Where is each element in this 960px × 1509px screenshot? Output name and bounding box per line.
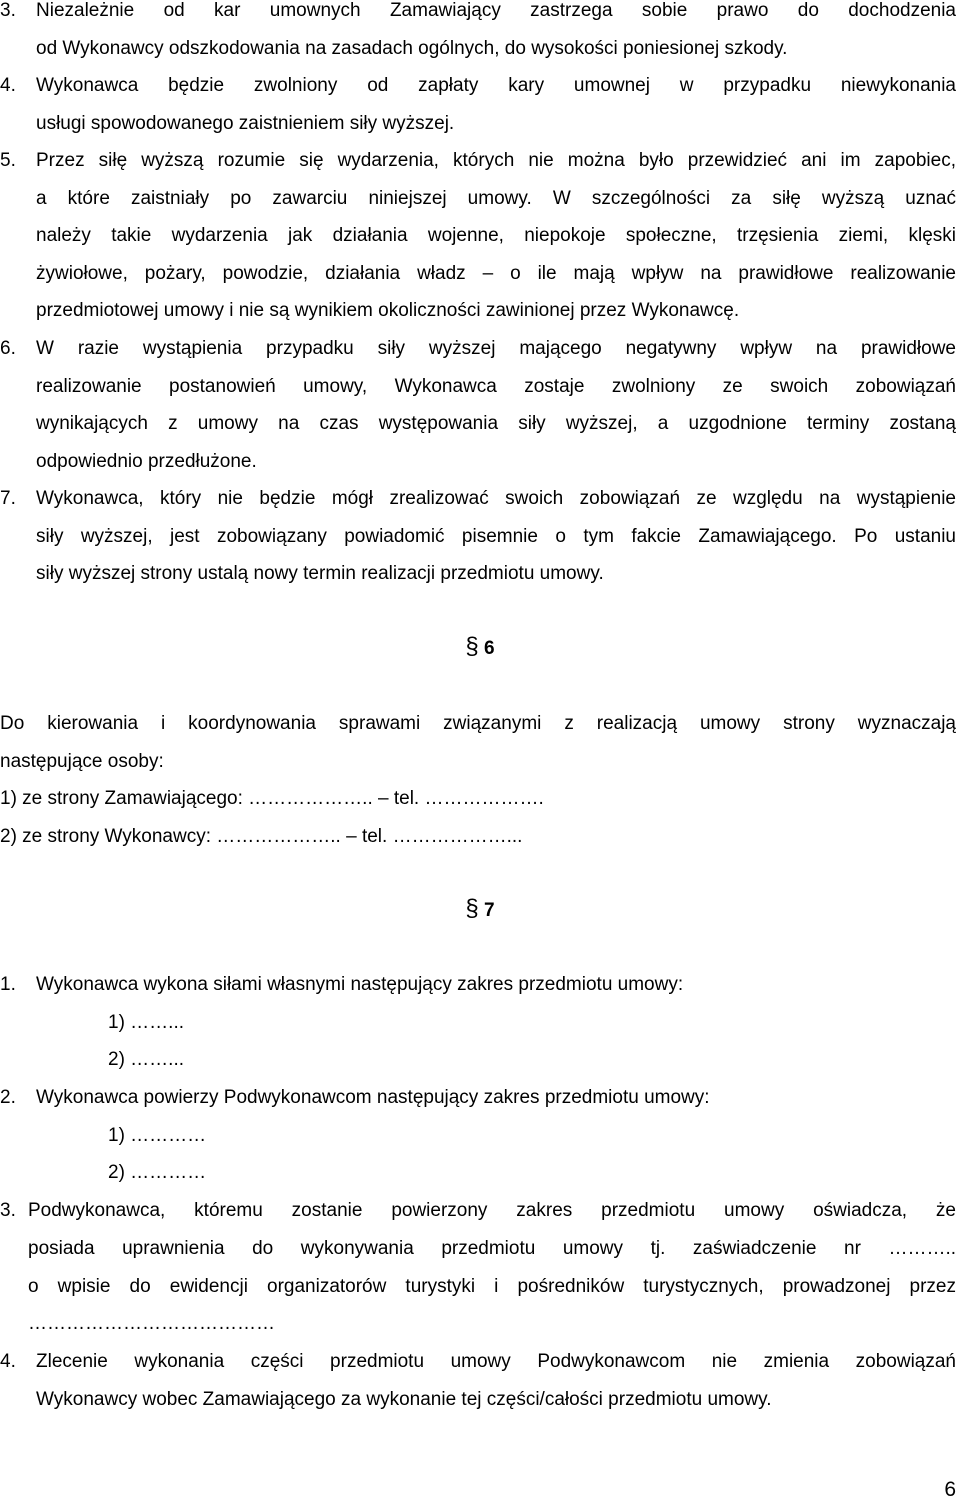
sub-item: 1) ………… bbox=[108, 1125, 207, 1146]
sub-item: 2) ………… bbox=[108, 1162, 207, 1183]
item-number: 5. bbox=[0, 150, 16, 171]
section7-item-1 bbox=[0, 974, 956, 1012]
paragraph-symbol: § bbox=[465, 633, 479, 660]
clause-item-7 bbox=[0, 488, 956, 601]
text-line: W razie wystąpienia przypadku siły wyższej mającego negatywny wpływ na prawidłowe bbox=[36, 338, 956, 359]
text-line: Podwykonawca, któremu zostanie powierzony zakres przedmiotu umowy oświadcza, że bbox=[28, 1200, 956, 1221]
text-line: realizowanie postanowień umowy, Wykonawca zostaje zwolniony ze swoich zobowiązań bbox=[36, 375, 956, 397]
text-line: przedmiotowej umowy i nie są wynikiem okoliczności zawinionej przez Wykonawcę. bbox=[36, 300, 740, 322]
section7-item-3 bbox=[0, 1200, 956, 1238]
text-line: siły wyższej, jest zobowiązany powiadomić pisemnie o tym fakcie Zamawiającego. Po ustaniu bbox=[36, 525, 956, 547]
text-line: posiada uprawnienia do wykonywania przedmiotu umowy tj. zaświadczenie nr ……….. bbox=[28, 1238, 956, 1259]
text-line: żywiołowe, pożary, powodzie, działania władz – o ile mają wpływ na prawidłowe realizowanie bbox=[36, 262, 956, 284]
section7-item-2 bbox=[0, 1087, 956, 1125]
text-line: Wykonawca powierzy Podwykonawcom następujący zakres przedmiotu umowy: bbox=[36, 1087, 710, 1108]
item-number: 2. bbox=[0, 1087, 16, 1108]
clause-item-5 bbox=[0, 150, 956, 338]
sub-item: 2) ……... bbox=[108, 1049, 185, 1070]
section-number: 7 bbox=[484, 900, 495, 921]
section-heading-7 bbox=[0, 895, 960, 923]
section7-item-4 bbox=[0, 1351, 956, 1426]
item-number: 4. bbox=[0, 75, 16, 96]
text-line: Do kierowania i koordynowania sprawami związanymi z realizacją umowy strony wyznaczają bbox=[0, 713, 956, 734]
text-line: siły wyższej strony ustalą nowy termin realizacji przedmiotu umowy. bbox=[36, 563, 604, 585]
text-line: Wykonawcy wobec Zamawiającego za wykonanie tej części/całości przedmiotu umowy. bbox=[36, 1388, 772, 1410]
section6-intro bbox=[0, 713, 956, 863]
clause-item-3 bbox=[0, 0, 956, 75]
text-line: ………………………………… bbox=[28, 1313, 275, 1335]
text-line: usługi spowodowanego zaistnieniem siły wyższej. bbox=[36, 112, 455, 134]
text-line: wynikających z umowy na czas występowania siły wyższej, a uzgodnione terminy zostaną bbox=[36, 413, 956, 435]
clause-item-4 bbox=[0, 75, 956, 150]
item-number: 1. bbox=[0, 974, 16, 995]
text-line: a które zaistniały po zawarciu niniejszej umowy. W szczególności za siłę wyższą uznać bbox=[36, 187, 956, 209]
item-number: 3. bbox=[0, 0, 16, 21]
text-line: Zlecenie wykonania części przedmiotu umowy Podwykonawcom nie zmienia zobowiązań bbox=[36, 1351, 956, 1372]
text-line: o wpisie do ewidencji organizatorów turystyki i pośredników turystycznych, prowadzonej przez bbox=[28, 1275, 956, 1297]
text-line: następujące osoby: bbox=[0, 750, 164, 772]
sub-item: 1) ……... bbox=[108, 1012, 185, 1033]
text-line: Wykonawca wykona siłami własnymi następujący zakres przedmiotu umowy: bbox=[36, 974, 684, 995]
clause-item-6 bbox=[0, 338, 956, 488]
item-number: 7. bbox=[0, 488, 16, 509]
paragraph-symbol: § bbox=[465, 895, 479, 922]
item-number: 3. bbox=[0, 1200, 16, 1221]
contact-entry: 2) ze strony Wykonawcy: ……………….. – tel. ………………... bbox=[0, 825, 523, 847]
section-heading-6 bbox=[0, 633, 960, 661]
text-line: Przez siłę wyższą rozumie się wydarzenia, których nie można było przewidzieć ani im zapobiec, bbox=[36, 150, 956, 171]
text-line: należy takie wydarzenia jak działania wojenne, niepokoje społeczne, trzęsienia ziemi, klęski bbox=[36, 225, 956, 247]
text-line: Niezależnie od kar umownych Zamawiający zastrzega sobie prawo do dochodzenia bbox=[36, 0, 956, 21]
item-number: 6. bbox=[0, 338, 16, 359]
section7-item-3-continued bbox=[28, 1238, 956, 1351]
text-line: od Wykonawcy odszkodowania na zasadach ogólnych, do wysokości poniesionej szkody. bbox=[36, 37, 788, 59]
contact-entry: 1) ze strony Zamawiającego: ……………….. – tel. ………………. bbox=[0, 788, 544, 810]
page-number: 6 bbox=[944, 1478, 956, 1501]
text-line: Wykonawca, który nie będzie mógł zrealizować swoich zobowiązań ze względu na wystąpienie bbox=[36, 488, 956, 509]
text-line: odpowiednio przedłużone. bbox=[36, 450, 257, 472]
item-number: 4. bbox=[0, 1351, 16, 1372]
section-number: 6 bbox=[484, 638, 495, 659]
text-line: Wykonawca będzie zwolniony od zapłaty kary umownej w przypadku niewykonania bbox=[36, 75, 956, 96]
